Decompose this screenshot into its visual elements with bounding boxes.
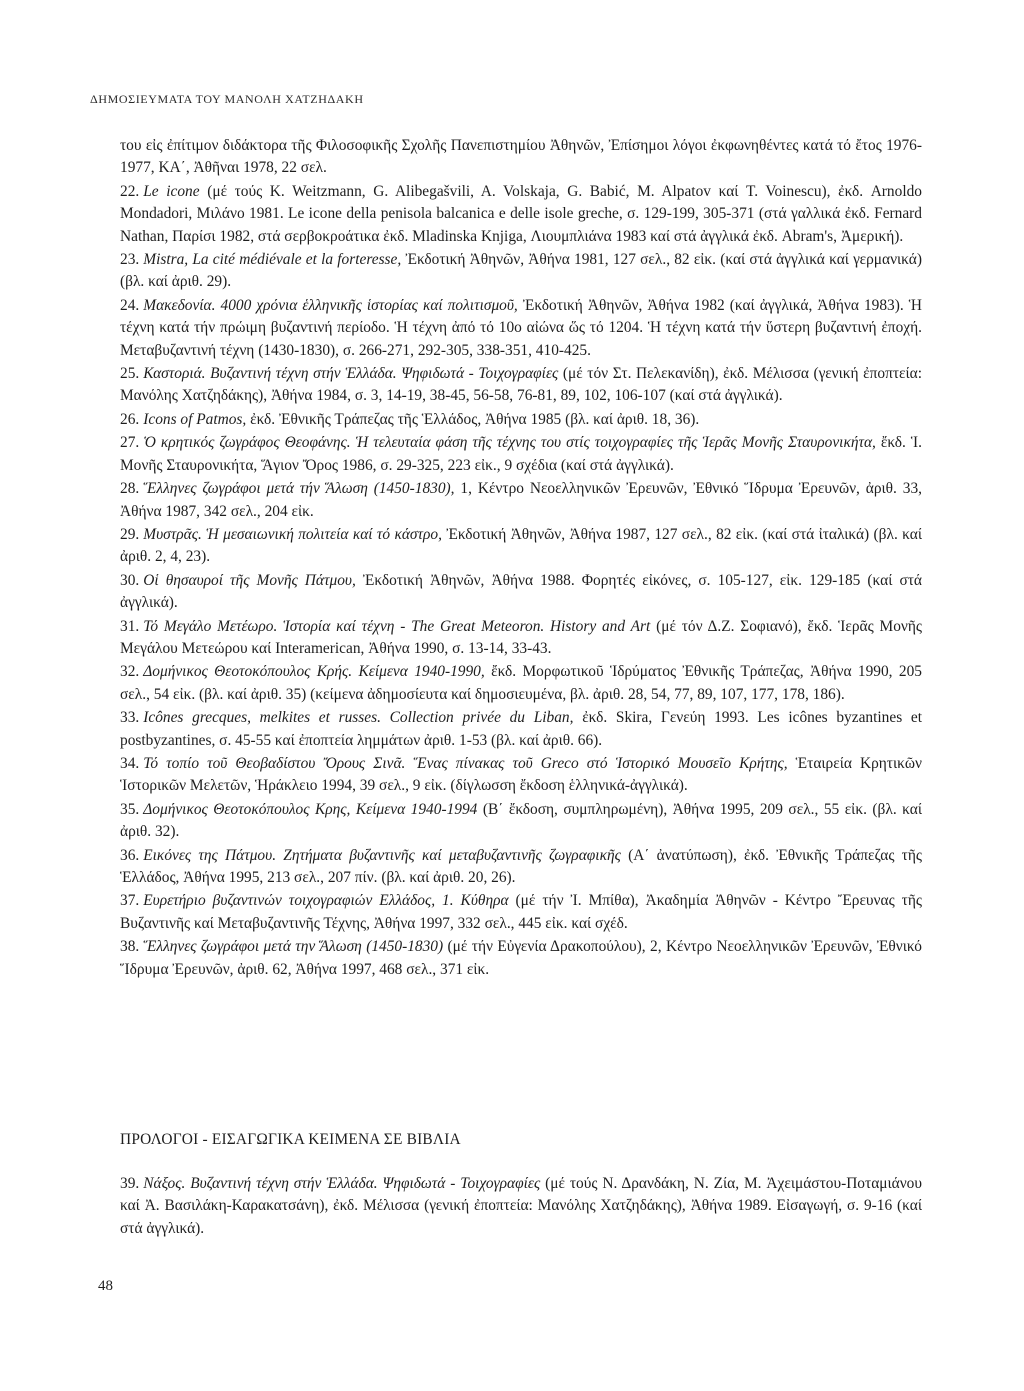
page-number: 48	[98, 1278, 113, 1294]
entry-title: Καστοριά. Βυζαντινή τέχνη στήν Ἑλλάδα. Ψηφιδωτά - Τοιχογραφίες	[143, 365, 559, 383]
entry-title: Mistra, La cité médiévale et la forteresse,	[143, 251, 402, 269]
entry-title: Le icone	[143, 182, 200, 200]
section-heading: ΠΡΟΛΟΓΟΙ - ΕΙΣΑΓΩΓΙΚΑ ΚΕΙΜΕΝΑ ΣΕ ΒΙΒΛΙΑ	[120, 1131, 461, 1148]
entry-number: 32.	[120, 663, 140, 681]
entry-number: 36.	[120, 846, 140, 864]
bibliography-list-2	[120, 1173, 922, 1241]
bibliography-entry	[120, 409, 922, 431]
bibliography-entry	[120, 363, 922, 408]
entry-title: Δομήνικος Θεοτοκόπουλος Κρης, Κείμενα 1940-1994	[143, 800, 478, 818]
entry-details: (μέ τόν Δ.Ζ. Σοφιανό), ἔκδ. Ἱερᾶς Μονῆς Μεγάλου Μετεώρου καί Interamerican, Ἀθήνα 1990, σ. 13-14, 33-43.	[120, 617, 922, 657]
entry-number: 27.	[120, 434, 140, 452]
entry-details: 1, Κέντρο Νεοελληνικῶν Ἐρευνῶν, Ἐθνικό Ἵδρυμα Ἐρευνῶν, ἀριθ. 33, Ἀθήνα 1987, 342 σελ., 204 εἰκ.	[120, 480, 923, 520]
entry-details: (Β΄ ἔκδοση, συμπληρωμένη), Ἀθήνα 1995, 209 σελ., 55 εἰκ. (βλ. καί ἀριθ. 32).	[120, 800, 922, 841]
entry-title: Ὁ κρητικός ζωγράφος Θεοφάνης. Ἡ τελευταία φάση τῆς τέχνης του στίς τοιχογραφίες τῆς Ἱερᾶς Μονῆς Σταυρονικήτα,	[143, 434, 876, 452]
entry-details: ἐκδ. Ἐθνικῆς Τράπεζας τῆς Ἑλλάδος, Ἀθήνα 1985 (βλ. καί ἀριθ. 18, 36).	[250, 410, 700, 428]
entry-title: Ἕλληνες ζωγράφοι μετά την Ἅλωση (1450-1830)	[143, 938, 444, 956]
entry-title: Ευρετήριο βυζαντινών τοιχογραφιών Ελλάδος, 1. Κύθηρα	[143, 892, 509, 910]
bibliography-entry	[120, 135, 922, 180]
bibliography-entry	[120, 753, 922, 798]
entry-number: 28.	[120, 480, 140, 498]
entry-title: Ἕλληνες ζωγράφοι μετά τήν Ἅλωση (1450-1830),	[143, 480, 455, 498]
entry-number: 23.	[120, 251, 140, 269]
bibliography-entry	[120, 936, 922, 981]
entry-title: Νάξος. Βυζαντινή τέχνη στήν Ἑλλάδα. Ψηφιδωτά - Τοιχογραφίες	[143, 1175, 541, 1192]
entry-details: (μέ τήν Ἰ. Μπίθα), Ἀκαδημία Ἀθηνῶν - Κέντρο Ἔρευνας τῆς Βυζαντινῆς καί Μεταβυζαντινῆς Τέχνης, Ἀθήνα 1997, 332 σελ., 445 εἰκ. καί σχέδ.	[120, 892, 922, 932]
entry-number: 29.	[120, 525, 140, 543]
entry-number: 38.	[120, 938, 140, 956]
entry-details: (Α΄ ἀνατύπωση), ἐκδ. Ἐθνικῆς Τράπεζας τῆς Ἑλλάδος, Ἀθήνα 1995, 213 σελ., 207 πίν. (βλ. καί ἀριθ. 20, 26).	[120, 846, 922, 886]
entry-number: 34.	[120, 754, 140, 772]
entry-number: 31.	[120, 617, 140, 635]
bibliography-entry	[120, 845, 922, 890]
entry-details: ἐκδ. Skira, Γενεύη 1993. Les icônes byzantines et postbyzantines, σ. 45-55 καί ἐποπτεία λημμάτων ἀριθ. 1-53 (βλ. καί ἀριθ. 66).	[120, 709, 922, 749]
entry-details: ἔκδ. Ἱ. Μονῆς Σταυρονικήτα, Ἅγιον Ὄρος 1986, σ. 29-325, 223 εἰκ., 9 σχέδια (καί στά ἀγγλικά).	[120, 434, 922, 474]
entry-title: Εικόνες της Πάτμου. Ζητήματα βυζαντινῆς καί μεταβυζαντινῆς ζωγραφικῆς	[143, 846, 621, 864]
entry-title: Μακεδονία. 4000 χρόνια ἑλληνικῆς ἱστορίας καί πολιτισμοῦ,	[143, 296, 518, 314]
bibliography-entry	[120, 524, 922, 569]
entry-details: Ἐκδοτική Ἀθηνῶν, Ἀθήνα 1982 (καί ἀγγλικά, Ἀθήνα 1983). Ἡ τέχνη κατά τήν πρώιμη βυζαντινή περίοδο. Ἡ τέχνη ἀπό τό 10ο αἰώνα ὥς τό 1204. Ἡ τέχνη κατά τήν ὕστερη βυζαντινή ἐποχή. Μεταβυζαντινή τέχνη (1430-1830), σ. 266-271, 292-305, 338-351, 410-425.	[120, 296, 922, 359]
entry-title: Τό Μεγάλο Μετέωρο. Ἱστορία καί τέχνη - The Great Meteoron. History and Art	[143, 617, 651, 635]
entry-title: Icônes grecques, melkites et russes. Collection privée du Liban,	[143, 709, 574, 727]
entry-details: Ἐκδοτική Ἀθηνῶν, Ἀθήνα 1981, 127 σελ., 82 εἰκ. (καί στά ἀγγλικά καί γερμανικά) (βλ. καί ἀριθ. 29).	[120, 251, 922, 291]
bibliography-entry	[120, 1173, 922, 1240]
entry-number: 33.	[120, 709, 140, 727]
entry-title: Μυστρᾶς. Ἡ μεσαιωνική πολιτεία καί τό κάστρο,	[143, 525, 442, 543]
entry-details: (μέ τούς Ν. Δρανδάκη, Ν. Ζία, Μ. Ἀχειμάστου-Ποταμιάνου καί Ἀ. Βασιλάκη-Καρακατσάνη), ἐκδ. Μέλισσα (γενική ἐποπτεία: Μανόλης Χατζηδάκης), Ἀθήνα 1989. Εἰσαγωγή, σ. 9-16 (καί στά ἀγγλικά).	[120, 1175, 922, 1237]
bibliography-list	[120, 135, 922, 982]
bibliography-entry	[120, 295, 922, 362]
entry-details: (μέ τούς K. Weitzmann, G. Alibegašvili, A. Volskaja, G. Babić, M. Alpatov καί T. Voinescu), ἐκδ. Arnoldo Mondadori, Μιλάνο 1981. Le icone della penisola balcanica e delle isole greche, σ. 129-199, 305-371 (στά γαλλικά ἐκδ. Fernard Nathan, Παρίσι 1982, στά σερβοκροάτικα ἐκδ. Mladinska Knjiga, Λιουμπλιάνα 1983 καί στά ἀγγλικά ἐκδ. Abram's, Ἀμερική).	[120, 182, 922, 245]
entry-number: 39.	[120, 1175, 140, 1192]
bibliography-entry	[120, 707, 922, 752]
bibliography-entry	[120, 432, 922, 477]
bibliography-entry	[120, 249, 922, 294]
bibliography-entry	[120, 890, 922, 935]
bibliography-entry	[120, 661, 922, 706]
running-header: ΔΗΜΟΣΙΕΥΜΑΤΑ ΤΟΥ ΜΑΝΟΛΗ ΧΑΤΖΗΔΑΚΗ	[90, 92, 364, 106]
bibliography-entry	[120, 616, 922, 661]
entry-details: ἔκδ. Μορφωτικοῦ Ἱδρύματος Ἐθνικῆς Τράπεζας, Ἀθήνα 1990, 205 σελ., 54 εἰκ. (βλ. καί ἀριθ. 35) (κείμενα ἀδημοσίευτα καί δημοσιευμένα, βλ. ἀριθ. 28, 54, 77, 89, 107, 177, 178, 186).	[120, 663, 922, 703]
entry-details: Ἐκδοτική Ἀθηνῶν, Ἀθήνα 1988. Φορητές εἰκόνες, σ. 105-127, εἰκ. 129-185 (καί στά ἀγγλικά).	[120, 571, 922, 612]
entry-title: Οἱ θησαυροί τῆς Μονῆς Πάτμου,	[143, 571, 356, 589]
bibliography-entry	[120, 570, 922, 615]
bibliography-entry	[120, 799, 922, 844]
entry-details: (μέ τήν Εὐγενία Δρακοπούλου), 2, Κέντρο Νεοελληνικῶν Ἐρευνῶν, Ἐθνικό Ἵδρυμα Ἐρευνῶν, ἀριθ. 62, Ἀθήνα 1997, 468 σελ., 371 εἰκ.	[120, 938, 922, 978]
entry-number: 35.	[120, 800, 140, 818]
entry-details: του εἰς ἐπίτιμον διδάκτορα τῆς Φιλοσοφικῆς Σχολῆς Πανεπιστημίου Ἀθηνῶν, Ἐπίσημοι λόγοι ἐκφωνηθέντες κατά τό ἔτος 1976-1977, ΚΑ΄, Ἀθῆναι 1978, 22 σελ.	[120, 137, 922, 177]
entry-number: 26.	[120, 410, 140, 428]
entry-title: Icons of Patmos,	[143, 410, 247, 428]
entry-details: (μέ τόν Στ. Πελεκανίδη), ἐκδ. Μέλισσα (γενική ἐποπτεία: Μανόλης Χατζηδάκης), Ἀθήνα 1984, σ. 3, 14-19, 38-45, 56-58, 76-81, 89, 102, 106-107 (καί στά ἀγγλικά).	[120, 365, 922, 405]
entry-number: 37.	[120, 892, 140, 910]
bibliography-entry	[120, 478, 922, 523]
entry-number: 24.	[120, 296, 140, 314]
entry-details: Ἐκδοτική Ἀθηνῶν, Ἀθήνα 1987, 127 σελ., 82 εἰκ. (καί στά ἰταλικά) (βλ. καί ἀριθ. 2, 4, 23).	[120, 525, 922, 566]
bibliography-entry	[120, 181, 922, 248]
entry-number: 30.	[120, 571, 140, 589]
entry-title: Δομήνικος Θεοτοκόπουλος Κρής. Κείμενα 1940-1990,	[143, 663, 485, 681]
entry-number: 22.	[120, 182, 140, 200]
entry-title: Τό τοπίο τοῦ Θεοβαδίστου Ὄρους Σινᾶ. Ἕνας πίνακας τοῦ Greco στό Ἱστορικό Μουσεῖο Κρήτης,	[143, 754, 788, 772]
entry-number: 25.	[120, 365, 140, 383]
entry-details: Ἑταιρεία Κρητικῶν Ἱστορικῶν Μελετῶν, Ἡράκλειο 1994, 39 σελ., 9 εἰκ. (δίγλωσση ἔκδοση ἑλληνικά-ἀγγλικά).	[120, 754, 922, 795]
